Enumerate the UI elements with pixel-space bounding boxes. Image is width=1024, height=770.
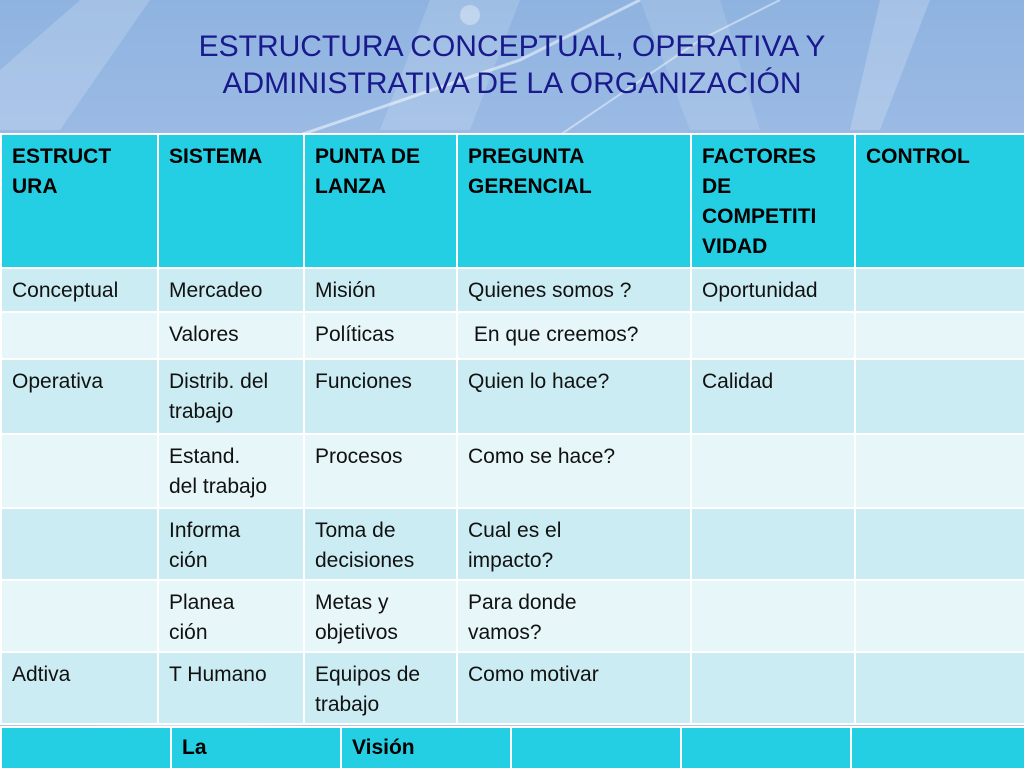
- table-cell: [304, 580, 457, 652]
- table-cell: [158, 359, 304, 434]
- table-cell: [1, 508, 158, 580]
- table-row: [1, 652, 1024, 724]
- table-cell: [855, 268, 1024, 312]
- table-cell: [691, 434, 855, 508]
- table-cell: [855, 580, 1024, 652]
- table-cell: [457, 434, 691, 508]
- cell-line: Como se hace?: [468, 445, 616, 468]
- cell-line: ESTRUCT: [12, 145, 112, 168]
- cell-line: Como motivar: [468, 663, 599, 686]
- cell-line: Planea: [169, 591, 235, 614]
- table-cell: [158, 268, 304, 312]
- cell-line: Operativa: [12, 370, 104, 393]
- table-cell: [691, 652, 855, 724]
- table-row: [1, 268, 1024, 312]
- cell-line: VIDAD: [702, 235, 768, 258]
- slide-title-line-2: ADMINISTRATIVA DE LA ORGANIZACIÓN: [222, 67, 802, 100]
- table-row: [1, 312, 1024, 359]
- cell-line: GERENCIAL: [468, 175, 592, 198]
- table-cell: [158, 434, 304, 508]
- table-cell: [457, 359, 691, 434]
- table-cell: [855, 312, 1024, 359]
- slide-title-line-1: ESTRUCTURA CONCEPTUAL, OPERATIVA Y: [198, 30, 826, 63]
- table-cell: [457, 580, 691, 652]
- table-cell: [158, 508, 304, 580]
- footer-cell: [1, 727, 171, 769]
- cell-line: Mercadeo: [169, 279, 263, 302]
- table-cell: [1, 312, 158, 359]
- cell-line: Calidad: [702, 370, 774, 393]
- table-cell: [304, 312, 457, 359]
- table-cell: [158, 312, 304, 359]
- table-cell: [855, 434, 1024, 508]
- cell-line: ción: [169, 621, 208, 644]
- table-cell: [855, 508, 1024, 580]
- table-row: [1, 359, 1024, 434]
- cell-line: PREGUNTA: [468, 145, 585, 168]
- table-cell: [457, 312, 691, 359]
- table-cell: [691, 580, 855, 652]
- table-cell: [691, 312, 855, 359]
- cell-line: URA: [12, 175, 58, 198]
- column-header: [457, 134, 691, 268]
- cell-line: del trabajo: [169, 475, 268, 498]
- cell-line: objetivos: [315, 621, 398, 644]
- cell-line: Toma de: [315, 519, 396, 542]
- table-cell: [1, 434, 158, 508]
- table-cell: [1, 268, 158, 312]
- cell-line: impacto?: [468, 549, 554, 572]
- table-cell: [855, 652, 1024, 724]
- table-cell: [457, 652, 691, 724]
- table-cell: [457, 508, 691, 580]
- table-cell: [457, 268, 691, 312]
- column-header: [304, 134, 457, 268]
- cell-line: Misión: [315, 279, 376, 302]
- cell-line: Equipos de: [315, 663, 421, 686]
- column-header: [855, 134, 1024, 268]
- cell-line: trabajo: [315, 693, 380, 716]
- cell-line: Estand.: [169, 445, 241, 468]
- table-cell: [691, 268, 855, 312]
- table-cell: [691, 359, 855, 434]
- cell-line: ción: [169, 549, 208, 572]
- cell-line: SISTEMA: [169, 145, 263, 168]
- cell-line: T Humano: [169, 663, 267, 686]
- slide-title: [0, 28, 1024, 102]
- cell-line: PUNTA DE: [315, 145, 420, 168]
- table-body: [1, 268, 1024, 724]
- cell-line: Procesos: [315, 445, 403, 468]
- cell-line: Adtiva: [12, 663, 71, 686]
- table-cell: [304, 434, 457, 508]
- column-header: [1, 134, 158, 268]
- cell-line: vamos?: [468, 621, 542, 644]
- footer-cell: [511, 727, 681, 769]
- table-row: [1, 508, 1024, 580]
- table-cell: [158, 652, 304, 724]
- cell-line: Distrib. del: [169, 370, 269, 393]
- cell-line: Oportunidad: [702, 279, 818, 302]
- table-cell: [1, 580, 158, 652]
- footer-cell: [851, 727, 1024, 769]
- footer-cell: [681, 727, 851, 769]
- table-cell: [691, 508, 855, 580]
- table-row: [1, 434, 1024, 508]
- cell-line: Para donde: [468, 591, 577, 614]
- table-cell: [158, 580, 304, 652]
- cell-line: decisiones: [315, 549, 415, 572]
- cell-line: CONTROL: [866, 145, 970, 168]
- cell-line: Funciones: [315, 370, 412, 393]
- table-cell: [304, 652, 457, 724]
- cell-line: DE: [702, 175, 732, 198]
- cell-line: Conceptual: [12, 279, 119, 302]
- cell-line: Quien lo hace?: [468, 370, 610, 393]
- footer-row: [1, 727, 1024, 769]
- column-header: [158, 134, 304, 268]
- cell-line: Informa: [169, 519, 241, 542]
- cell-line: LANZA: [315, 175, 387, 198]
- cell-line: Políticas: [315, 323, 395, 346]
- table-cell: [1, 652, 158, 724]
- table-cell: [1, 359, 158, 434]
- table-row: [1, 580, 1024, 652]
- footer-table: [0, 726, 1024, 770]
- cell-line: Metas y: [315, 591, 389, 614]
- cell-line: Valores: [169, 323, 239, 346]
- table-cell: [304, 359, 457, 434]
- cell-line: En que creemos?: [468, 323, 639, 346]
- table-cell: [855, 359, 1024, 434]
- cell-line: trabajo: [169, 400, 234, 423]
- table-cell: [304, 268, 457, 312]
- cell-line: FACTORES: [702, 145, 816, 168]
- footer-cell: La: [171, 727, 341, 769]
- column-header: [691, 134, 855, 268]
- cell-line: COMPETITI: [702, 205, 817, 228]
- structure-table: [0, 133, 1024, 725]
- footer-cell: Visión: [341, 727, 511, 769]
- table-header-row: [1, 134, 1024, 268]
- table-cell: [304, 508, 457, 580]
- cell-line: Cual es el: [468, 519, 562, 542]
- cell-line: Quienes somos ?: [468, 279, 632, 302]
